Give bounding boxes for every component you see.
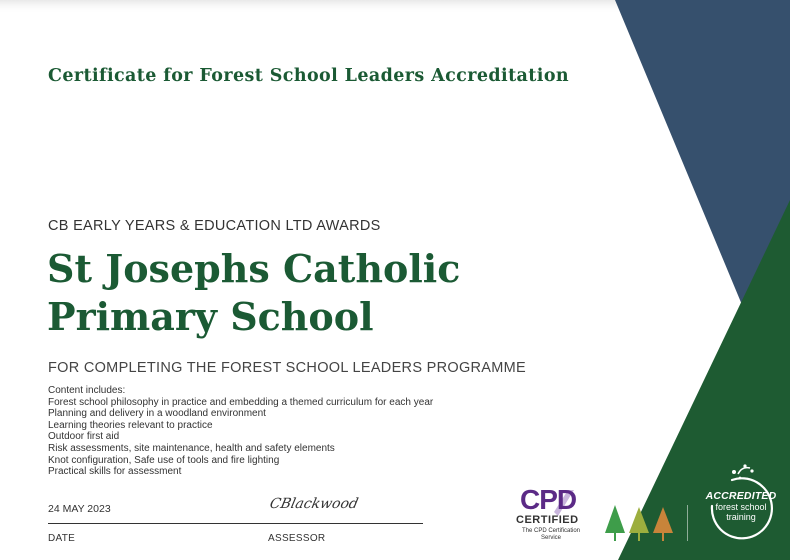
cpd-service-text: The CPD Certification Service (521, 528, 581, 541)
recipient-line-1: St Josephs Catholic (47, 246, 461, 291)
badge-text (698, 490, 784, 522)
content-item: Forest school philosophy in practice and embedding a themed curriculum for each year (48, 396, 434, 408)
content-item: Risk assessments, site maintenance, health and safety elements (48, 442, 335, 454)
cpd-certified-text: CERTIFIED (516, 514, 579, 526)
completion-text: FOR COMPLETING THE FOREST SCHOOL LEADERS PROGRAMME (48, 360, 526, 376)
badge-training: training (726, 512, 756, 522)
awarding-body: CB EARLY YEARS & EDUCATION LTD AWARDS (48, 218, 381, 234)
content-item: Planning and delivery in a woodland environment (48, 408, 266, 420)
assessor-label: ASSESSOR (268, 533, 326, 544)
certificate-title: Certificate for Forest School Leaders Accreditation (48, 66, 570, 86)
recipient-name (47, 245, 460, 341)
badge-accredited: ACCREDITED (705, 490, 777, 502)
assessor-signature: CBlackwood (268, 496, 360, 512)
content-item: Practical skills for assessment (48, 466, 182, 478)
badge-forest-school: forest school (715, 502, 767, 512)
tree-icon-orange (653, 507, 673, 541)
content-item: Knot configuration, Safe use of tools and fire lighting (48, 454, 280, 466)
tree-icon-green (605, 505, 625, 541)
date-label: DATE (48, 533, 76, 544)
accredited-badge (698, 462, 784, 558)
date-value: 24 MAY 2023 (48, 503, 111, 515)
content-item: Learning theories relevant to practice (48, 419, 213, 431)
cpd-mark: CPD (520, 484, 577, 515)
content-item: Outdoor first aid (48, 431, 120, 443)
content-heading: Content includes: (48, 385, 126, 396)
content-list (48, 385, 433, 478)
signature-line (48, 523, 423, 524)
cpd-certified-logo (510, 484, 590, 550)
tree-icon-olive (629, 507, 649, 541)
recipient-line-2: Primary School (47, 294, 374, 339)
trees-logo (603, 503, 689, 543)
